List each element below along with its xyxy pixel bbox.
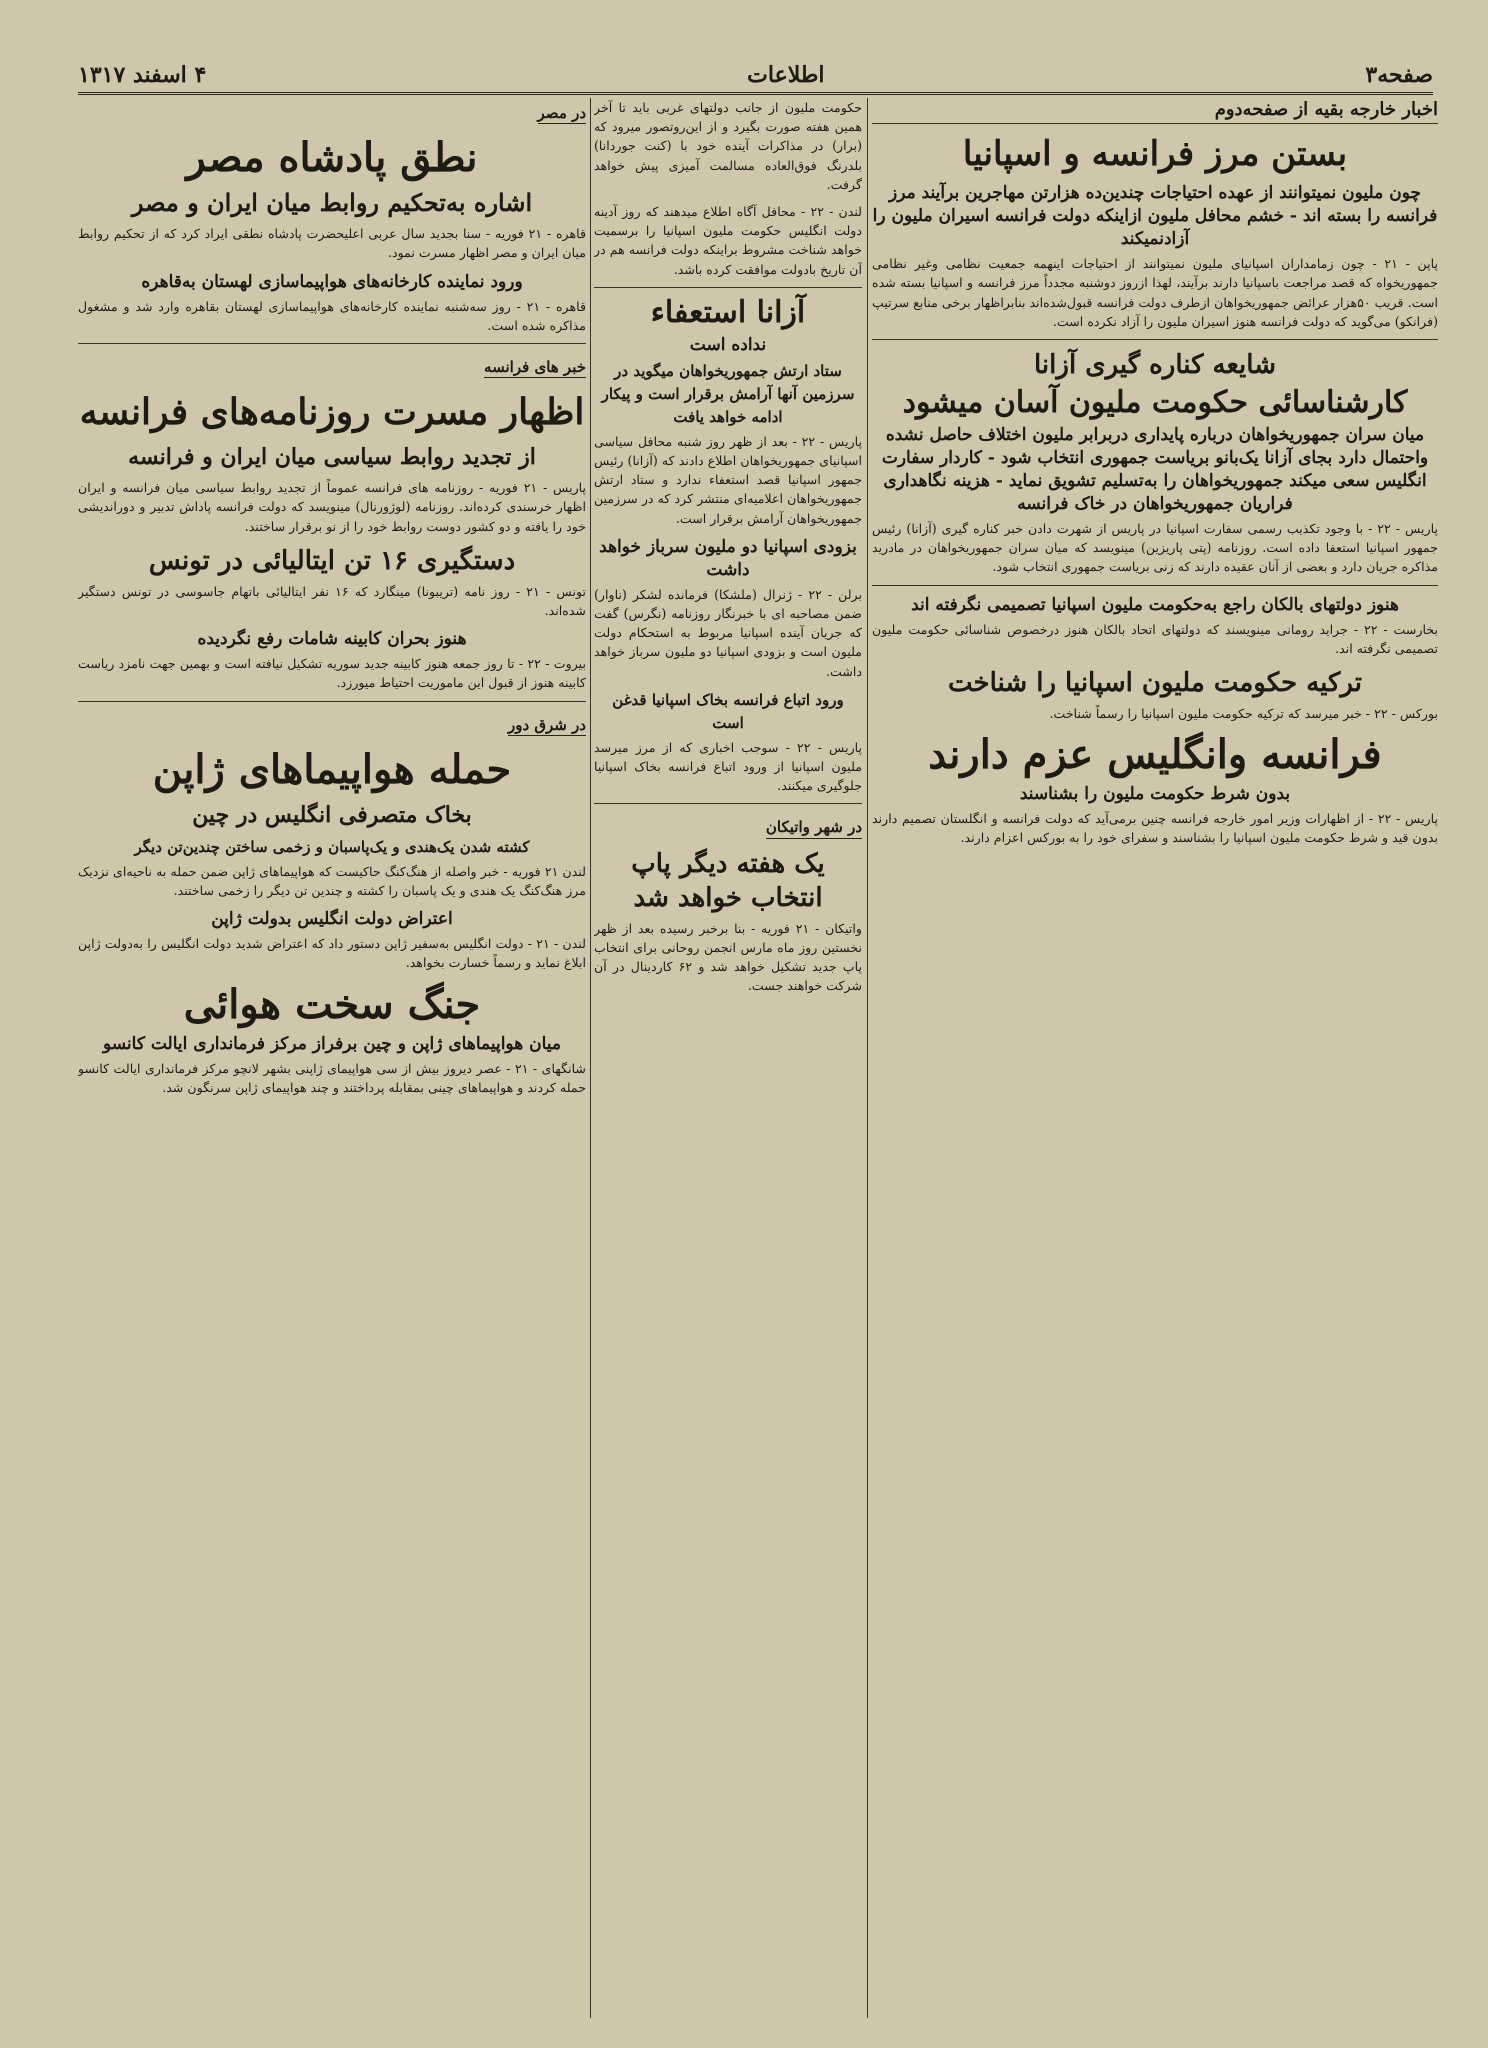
article-body: پاریس - ۲۲ - سوجب اخباری که از مرز میرسد ملیون اسپانیا از ورود اتباع فرانسه بخاک اسپانیا جلوگیری میکنند.	[594, 739, 862, 794]
issue-date: ۴ اسفند ۱۳۱۷	[78, 62, 207, 88]
headline-air-battle: جنگ سخت هوائی	[183, 980, 481, 1028]
subheadline: اشاره به‌تحکیم روابط میان ایران و مصر	[131, 188, 533, 218]
headline-tunis: دستگیری ۱۶ تن ایتالیائی در تونس	[148, 545, 516, 576]
section-kicker: خبر های فرانسه	[484, 358, 586, 378]
headline-two-million: بزودی اسپانیا دو ملیون سرباز خواهد داشت	[599, 536, 857, 580]
article-body: پاریس - ۲۲ - بعد از ظهر روز شنبه محافل سیاسی اسپانیای جمهوریخواهان اطلاع دادند که (آزانا) رئیس جمهور اسپانیا قصد استعفاء ندارد و ستاد ارتش جمهوریخواهان اعلامیه‌ای منتشر کرد که در سرزمین جمهوریخواهان آرامش برقرار است.	[594, 433, 862, 526]
column-middle	[594, 98, 862, 2018]
column-rule	[867, 98, 868, 2018]
subheadline: ستاد ارتش جمهوریخواهان میگوید در سرزمین آنها آرامش برقرار است و پیکار ادامه خواهد یافت	[601, 361, 855, 426]
article-body: بیروت - ۲۲ - تا روز جمعه هنوز کابینه جدید سوریه تشکیل نیافته است و بهمین جهت نامزد ریاست کابینه هنوز از قبول این ماموریت احتیاط میورزد.	[78, 656, 586, 691]
article-body: بخارست - ۲۲ - جراید رومانی مینویسند که دولتهای اتحاد بالکان هنوز درخصوص شناسائی حکومت ملیون تصمیمی نگرفته اند.	[872, 621, 1438, 656]
section-kicker: در شهر واتیکان	[766, 818, 862, 838]
article-body: لندن - ۲۲ - محافل آگاه اطلاع میدهند که روز آدینه دولت انگلیس حکومت ملیون اسپانیا را برسمیت خواهد شناخت مشروط براینکه دولت فرانسه هم در آن تاریخ بادولت موافقت کرده باشد.	[594, 204, 862, 277]
headline-azana: آزانا استعفاء	[650, 294, 806, 330]
divider	[594, 803, 862, 804]
subheadline: بخاک متصرفی انگلیس در چین	[192, 801, 472, 828]
divider	[78, 343, 586, 344]
subheadline: از تجدید روابط سیاسی میان ایران و فرانسه	[128, 444, 536, 471]
subheadline: چون ملیون نمیتوانند از عهده احتیاجات چندین‌ده هزارتن مهاجرین برآیند مرز فرانسه را بسته اند - خشم محافل ملیون ازاینکه دولت فرانسه اسیران ملیون را آزادنمیکند	[872, 183, 1438, 250]
headline-balkan: هنوز دولتهای بالکان راجع به‌حکومت ملیون اسپانیا تصمیمی نگرفته اند	[911, 594, 1399, 615]
paper-name: اطلاعات	[747, 62, 825, 88]
article-body: پاپن - ۲۱ - چون زمامداران اسپانیای ملیون نمیتوانند از احتیاجات اینهمه جمعیت نظامی وغیر نظامی جمهوریخواه که قصد مراجعت باسپانیا دارند برآیند، لهذا ازروز دوشنبه مجدداً مرز فرانسه و اسپانیا بسته شده است. قریب ۵۰هزار عرائض جمهوریخواهان ازطرف دولت فرانسه قبول‌شده‌اند بنابراظهار برخی منابع سرتیپ (فرانکو) می‌گوید که دولت فرانسه هنوز اسیران ملیون را آزاد نکرده است.	[872, 256, 1438, 329]
divider	[78, 701, 586, 702]
article-body: شانگهای - ۲۱ - عصر دیروز بیش از سی هواپیمای ژاپنی بشهر لانچو مرکز فرمانداری ایالت کانسو حمله کردند و هواپیماهای چینی بمقابله پرداختند و چند هواپیمای ژاپن سرنگون شد.	[78, 1060, 586, 1095]
headline-japan-planes: حمله هواپیماهای ژاپن	[152, 745, 512, 793]
headline-entry-ban: ورود اتباع فرانسه بخاک اسپانیا قدغن است	[612, 690, 844, 732]
masthead	[78, 48, 1433, 95]
section-kicker: در شرق دور	[508, 716, 586, 736]
article-body: تونس - ۲۱ - روز نامه (تریبونا) مینگارد که ۱۶ نفر ایتالیائی باتهام جاسوسی در تونس دستگیر شده‌اند.	[78, 583, 586, 619]
article-body: پاریس - ۲۲ - با وجود تکذیب رسمی سفارت اسپانیا در پاریس از شهرت دادن خبر کناره گیری (آزانا) رئیس جمهور اسپانیا استعفا داده است. روزنامه (پتی پاریزین) مینویسد که میان سران جمهوریخواهان در مادرید مذاکره جریان دارد و بعضی از آنان عقیده دارند که زنی بریاست جمهوری انتخاب شود.	[872, 521, 1438, 575]
article-body: حکومت ملیون از جانب دولتهای غربی باید تا آخر همین هفته صورت بگیرد و از این‌روتصور میرود که (برار) در مذاکرات آینده خود با (کنت جوردانا) بلدرنگ فوق‌العاده مسالمت آمیزی پیش خواهد گرفت.	[594, 100, 862, 192]
headline-recognition: کارشناسائی حکومت ملیون آسان میشود	[902, 385, 1408, 421]
column-right	[872, 98, 1438, 2018]
section-kicker: در مصر	[538, 104, 586, 124]
subheadline: ورود نماینده کارخانه‌های هواپیماسازی لهستان به‌قاهره	[141, 271, 523, 292]
column-left	[78, 98, 586, 2018]
subheadline: هنوز بحران کابینه شامات رفع نگردیده	[197, 629, 467, 650]
headline-egypt-king: نطق پادشاه مصر	[186, 134, 478, 182]
subheadline: کشته شدن یک‌هندی و یک‌پاسبان و زخمی ساختن چندین‌تن دیگر	[134, 837, 530, 856]
divider	[594, 287, 862, 288]
headline-azana-rumor: شایعه کناره گیری آزانا	[1034, 350, 1276, 381]
article-body: برلن - ۲۲ - ژنرال (ملشکا) فرمانده لشکر (ناوار) ضمن مصاحبه ای با خبرنگار روزنامه (نگرس) گفت که جریان آینده اسپانیا مربوط به استحکام دولت ملیون است و بزودی اسپانیا دو ملیون سرباز خواهد داشت.	[594, 586, 862, 679]
subheadline: میان سران جمهوریخواهان درباره پایداری دربرابر ملیون اختلاف حاصل نشده واحتمال دارد بجای آزانا یک‌بانو بریاست جمهوری انتخاب شود - کاردار سفارت انگلیس سعی میکند جمهوریخواهان را به‌تسلیم تشویق نماید - هزینه نگاهداری فراریان جمهوریخواهان در خاک فرانسه	[881, 425, 1429, 515]
headline-france-england: فرانسه وانگلیس عزم دارند	[928, 731, 1382, 779]
subheadline: میان هواپیماهای ژاپن و چین برفراز مرکز فرمانداری ایالت کانسو	[102, 1033, 561, 1054]
article-body: پاریس - ۲۱ فوریه - روزنامه های فرانسه عموماً از تجدید روابط سیاسی میان فرانسه و ایران اظهار خرسندی کرده‌اند. روزنامه (لوژورنال) مینویسد که دولت فرانسه پاداش تدبیر و دوراندیشی خود را یافته و دو کشور دوست روابط خود را از نو برقرار ساختند.	[78, 480, 586, 534]
divider	[872, 585, 1438, 586]
article-body: پاریس - ۲۲ - از اظهارات وزیر امور خارجه فرانسه چنین برمی‌آید که دولت فرانسه و انگلستان تصمیم دارند بدون قید و شرط حکومت ملیون اسپانیا را بشناسند و سفرای خود را به بورکس اعزام دارند.	[872, 811, 1438, 846]
article-body: بورکس - ۲۲ - خبر میرسد که ترکیه حکومت ملیون اسپانیا را رسماً شناخت.	[1049, 706, 1438, 722]
article-body: لندن - ۲۱ - دولت انگلیس به‌سفیر ژاپن دستور داد که اعتراض شدید دولت انگلیس را به‌دولت ژاپن ابلاغ نماید و رسماً خسارت بخواهد.	[78, 936, 586, 971]
column-rule	[590, 98, 591, 2018]
headline-turkey: ترکیه حکومت ملیون اسپانیا را شناخت	[948, 668, 1362, 699]
subheadline: اعتراض دولت انگلیس بدولت ژاپن	[211, 909, 453, 930]
section-kicker: اخبار خارجه بقیه از صفحه‌دوم	[872, 100, 1438, 124]
article-body: قاهره - ۲۱ فوریه - سنا بجدید سال عربی اعلیحضرت پادشاه نطقی ایراد کرد که از تحکیم روابط میان ایران و مصر اظهار مسرت نمود.	[78, 226, 586, 261]
page-label: صفحه۳	[1365, 62, 1433, 88]
headline-border-closure: بستن مرز فرانسه و اسپانیا	[962, 134, 1348, 175]
divider	[872, 339, 1438, 340]
article-body: لندن ۲۱ فوریه - خبر واصله از هنگ‌کنگ حاکیست که هواپیماهای ژاپن ضمن حمله به ناحیه‌ای نزدیک مرز هنگ‌کنگ یک هندی و یک پاسبان را کشته و چندین تن دیگر را زخمی ساختند.	[78, 863, 586, 899]
subheadline: نداده است	[689, 334, 767, 355]
headline-french-press: اظهار مسرت روزنامه‌های فرانسه	[79, 391, 585, 434]
article-body: قاهره - ۲۱ - روز سه‌شنبه نماینده کارخانه‌های هواپیماسازی لهستان بقاهره وارد شد و مشغول مذاکره شده است.	[78, 298, 586, 333]
subheadline: بدون شرط حکومت ملیون را بشناسند	[1019, 784, 1291, 805]
headline-pope: یک هفته دیگر پاپ انتخاب خواهد شد	[631, 848, 825, 913]
article-body: واتیکان - ۲۱ فوریه - بنا برخبر رسیده بعد از ظهر نخستین روز ماه مارس انجمن روحانی برای انتخاب پاپ جدید تشکیل خواهد شد و ۶۲ کاردینال در آن شرکت خواهند جست.	[594, 920, 862, 994]
